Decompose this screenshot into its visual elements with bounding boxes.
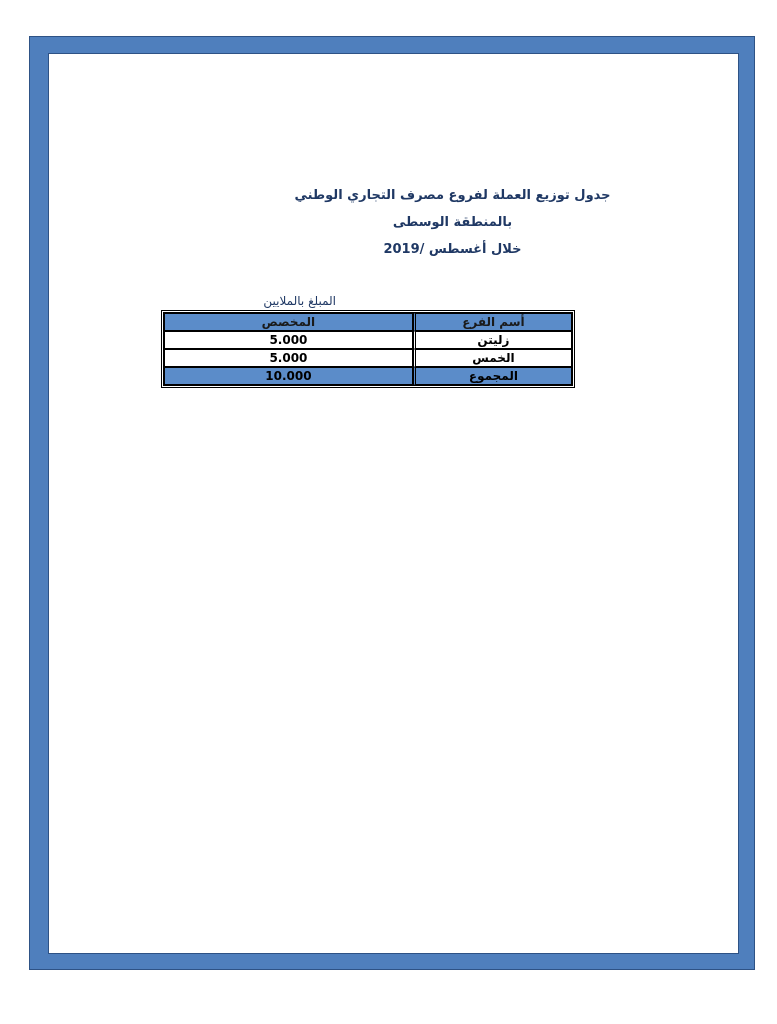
total-label: المجموع	[413, 367, 572, 385]
cell-allocated: 5.000	[164, 349, 413, 367]
header-branch-name: أسم الفرع	[413, 313, 572, 331]
amount-unit-note: المبلغ بالملايين	[263, 294, 336, 308]
cell-branch: الخمس	[413, 349, 572, 367]
table-row	[164, 331, 572, 349]
cell-allocated: 5.000	[164, 331, 413, 349]
header-allocated: المخصص	[164, 313, 413, 331]
table-header-row	[164, 313, 572, 331]
table-row	[164, 349, 572, 367]
distribution-table	[161, 310, 575, 388]
title-line-main: جدول توزيع العملة لفروع مصرف التجاري الوطني	[294, 188, 611, 203]
page-border-frame	[29, 36, 755, 970]
page-sheet	[48, 53, 739, 954]
cell-branch: زليتن	[413, 331, 572, 349]
table-total-row	[164, 367, 572, 385]
title-line-period: خلال أغسطس /2019	[383, 242, 522, 257]
document-title	[49, 182, 738, 263]
title-line-region: بالمنطقة الوسطى	[392, 215, 513, 230]
total-value: 10.000	[164, 367, 413, 385]
